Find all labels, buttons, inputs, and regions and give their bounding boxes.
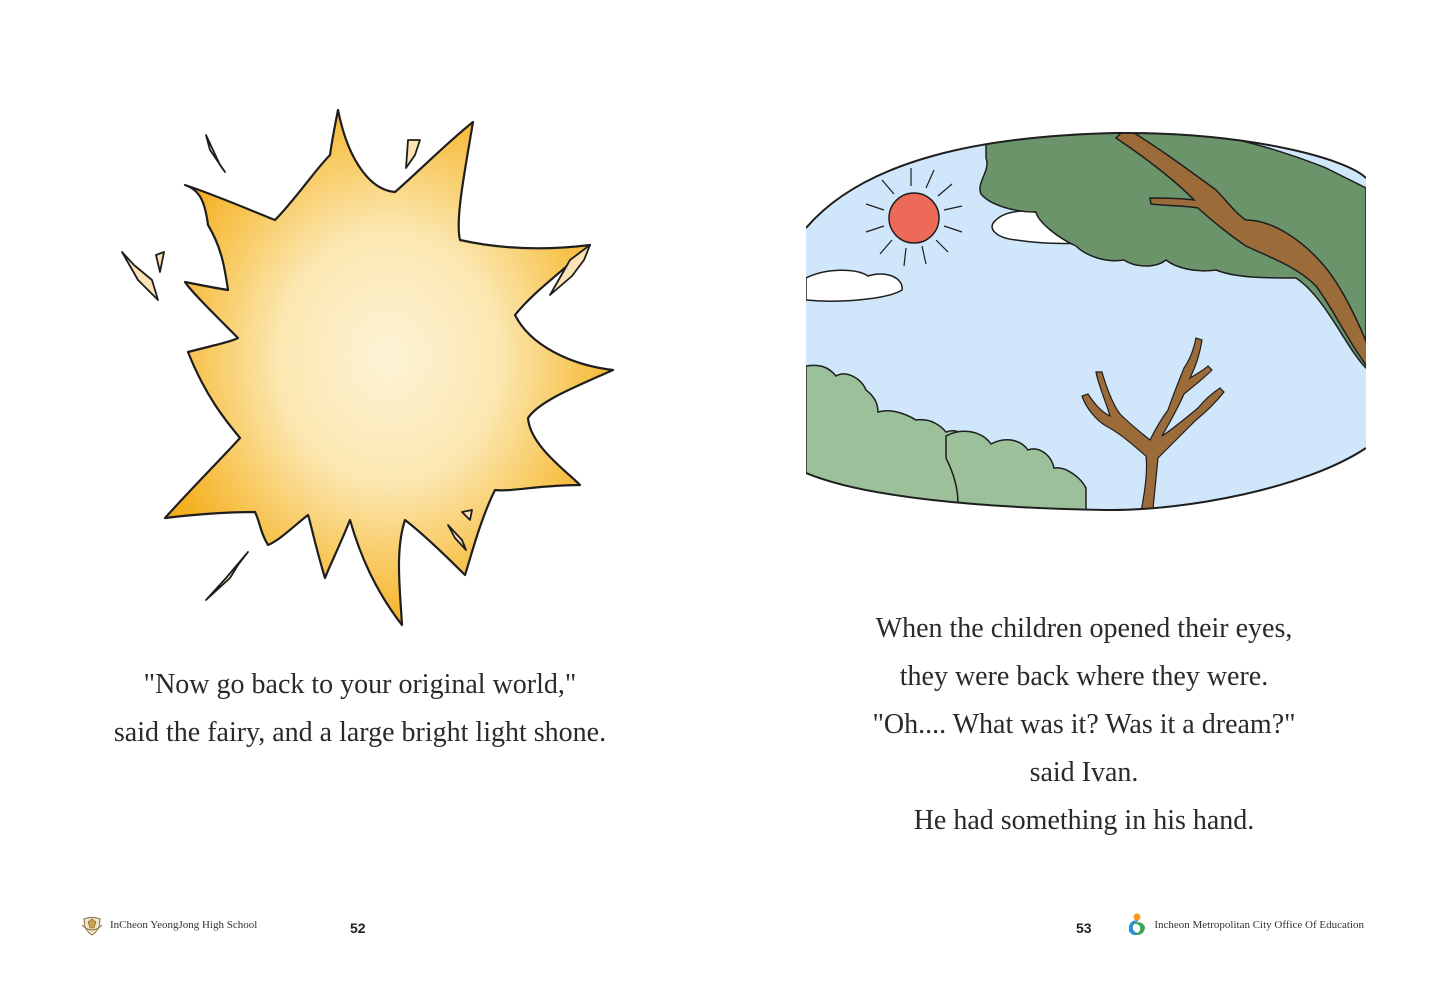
story-line-1: "Now go back to your original world,"	[143, 669, 577, 700]
sparkle-2	[406, 140, 420, 168]
sparkle-3	[122, 252, 158, 300]
story-line-2: said the fairy, and a large bright light shone.	[113, 717, 607, 748]
story-line-5: He had something in his hand.	[913, 805, 1255, 836]
story-line-4: said Ivan.	[1029, 757, 1139, 788]
light-burst-illustration	[110, 100, 630, 640]
burst-shape	[165, 110, 613, 625]
footer-right	[1126, 912, 1364, 938]
footer-school-name: InCheon YeongJong High School	[110, 919, 258, 931]
page-number-right: 53	[1076, 920, 1092, 936]
story-line-3: "Oh.... What was it? Was it a dream?"	[872, 709, 1296, 740]
footer-office-name: Incheon Metropolitan City Office Of Education	[1154, 919, 1364, 931]
school-crest-icon	[80, 913, 104, 937]
sparkle-4	[156, 252, 164, 272]
story-text-left	[40, 661, 680, 757]
sky-and-trees-illustration	[806, 128, 1366, 518]
story-line-2: they were back where they were.	[899, 661, 1269, 692]
sun	[889, 193, 939, 243]
right-page	[722, 0, 1444, 994]
story-text-right	[762, 605, 1406, 845]
sparkle-8	[206, 552, 248, 600]
page-number-left: 52	[350, 920, 366, 936]
sparkle-1	[206, 135, 225, 172]
education-office-logo-icon	[1126, 912, 1148, 938]
story-line-1: When the children opened their eyes,	[875, 613, 1293, 644]
footer-left	[80, 912, 257, 938]
